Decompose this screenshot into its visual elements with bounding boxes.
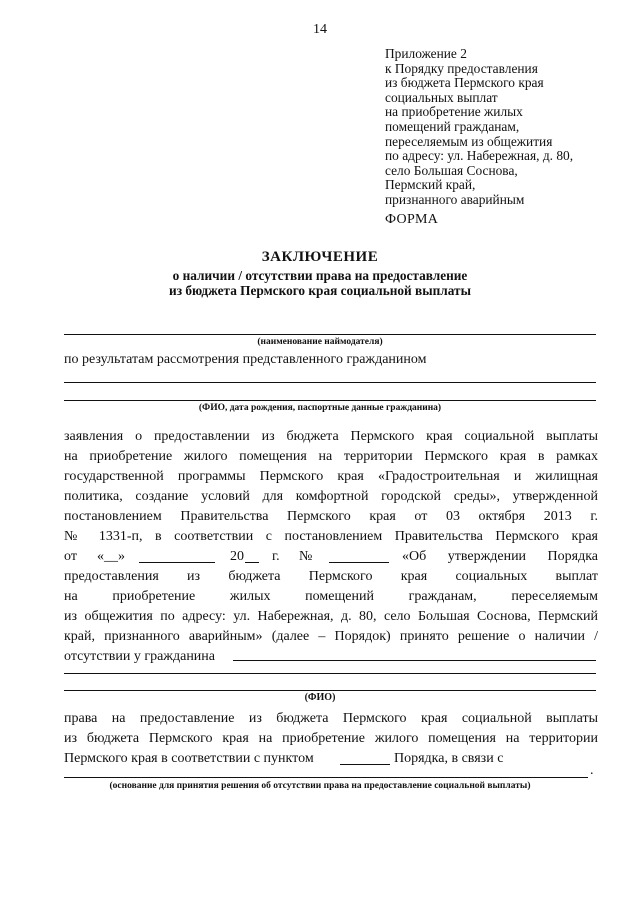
appendix-line: на приобретение жилых	[385, 104, 523, 120]
month-field[interactable]	[139, 548, 215, 563]
paragraph-line: государственной программы Пермского края «Градостроительная и жилищная	[64, 469, 598, 484]
paragraph-line: край, признанного аварийным» (далее – Порядок) принято решение о наличии /	[64, 629, 598, 644]
reason-caption: (основание для принятия решения об отсутствии права на предоставление социальной выплаты)	[109, 781, 531, 791]
fio-field-line-1[interactable]	[64, 673, 596, 674]
paragraph-line: из бюджета Пермского края на приобретение жилого помещения на территории	[64, 731, 598, 746]
appendix-line: к Порядку предоставления	[385, 60, 538, 76]
number-sign: №	[299, 549, 313, 564]
document-title: ЗАКЛЮЧЕНИЕ	[261, 249, 379, 265]
appendix-line: Пермский край,	[385, 177, 476, 193]
appendix-line: Приложение 2	[385, 46, 467, 61]
page-number: 14	[313, 22, 327, 37]
paragraph-line: политика, создание условий для комфортной городской среды», утвержденной	[64, 489, 598, 504]
resolution-date-line	[64, 547, 598, 567]
document-subtitle-2: из бюджета Пермского края социальной выплаты	[169, 283, 471, 298]
year-prefix: 20	[230, 549, 244, 564]
appendix-line: социальных выплат	[385, 89, 498, 105]
reason-field-line[interactable]	[64, 777, 588, 778]
clause-text-end: Порядка, в связи с	[394, 751, 504, 766]
clause-line	[64, 749, 598, 769]
clause-number-field[interactable]	[340, 750, 390, 765]
citizen-name-field[interactable]	[233, 660, 596, 661]
appendix-line: по адресу: ул. Набережная, д. 80,	[385, 148, 574, 164]
paragraph-line: на приобретение жилого помещения на территории Пермского края в рамках	[64, 449, 598, 464]
clause-text: Пермского края в соответствии с пунктом	[64, 751, 314, 766]
paragraph-line: из общежития по адресу: ул. Набережная, д. 80, село Большая Соснова, Пермский	[64, 609, 598, 624]
review-line: по результатам рассмотрения представленного гражданином	[64, 352, 427, 367]
paragraph-line: № 1331-п, в соответствии с постановлением Правительства Пермского края	[64, 529, 598, 544]
document-subtitle-1: о наличии / отсутствии права на предоставление	[172, 268, 468, 283]
from-word: от	[64, 549, 77, 564]
paragraph-line: отсутствии у гражданина	[64, 649, 216, 664]
landlord-field-line[interactable]	[64, 334, 596, 335]
appendix-line: признанного аварийным	[385, 191, 525, 207]
paragraph-line: заявления о предоставлении из бюджета Пермского края социальной выплаты	[64, 429, 598, 444]
fio-field-line-2[interactable]	[64, 690, 596, 691]
final-dot: .	[590, 763, 594, 778]
appendix-line: помещений гражданам,	[385, 118, 520, 134]
paragraph-line: на приобретение жилых помещений гражданам, переселяемым	[64, 589, 598, 604]
appendix-line: из бюджета Пермского края	[385, 75, 544, 91]
year-suffix: г.	[272, 549, 280, 564]
citizen-field-line-2[interactable]	[64, 400, 596, 401]
paragraph-line: постановлением Правительства Пермского края от 03 октября 2013 г.	[64, 509, 598, 524]
day-field[interactable]: «__»	[97, 549, 125, 564]
resolution-number-field[interactable]	[329, 548, 389, 563]
appendix-line: переселяемым из общежития	[385, 133, 553, 149]
appendix-line: село Большая Соснова,	[385, 162, 518, 178]
paragraph-line: предоставления из бюджета Пермского края социальных выплат	[64, 569, 598, 584]
appendix-header	[385, 47, 573, 208]
citizen-field-line-1[interactable]	[64, 382, 596, 383]
paragraph-line: права на предоставление из бюджета Пермского края социальной выплаты	[64, 711, 598, 726]
resolution-title-start: «Об утверждении Порядка	[402, 549, 598, 564]
form-label: ФОРМА	[385, 212, 439, 227]
landlord-caption: (наименование наймодателя)	[257, 337, 383, 347]
citizen-caption: (ФИО, дата рождения, паспортные данные гражданина)	[198, 403, 442, 413]
fio-caption: (ФИО)	[304, 692, 336, 703]
year-field[interactable]	[245, 548, 259, 563]
